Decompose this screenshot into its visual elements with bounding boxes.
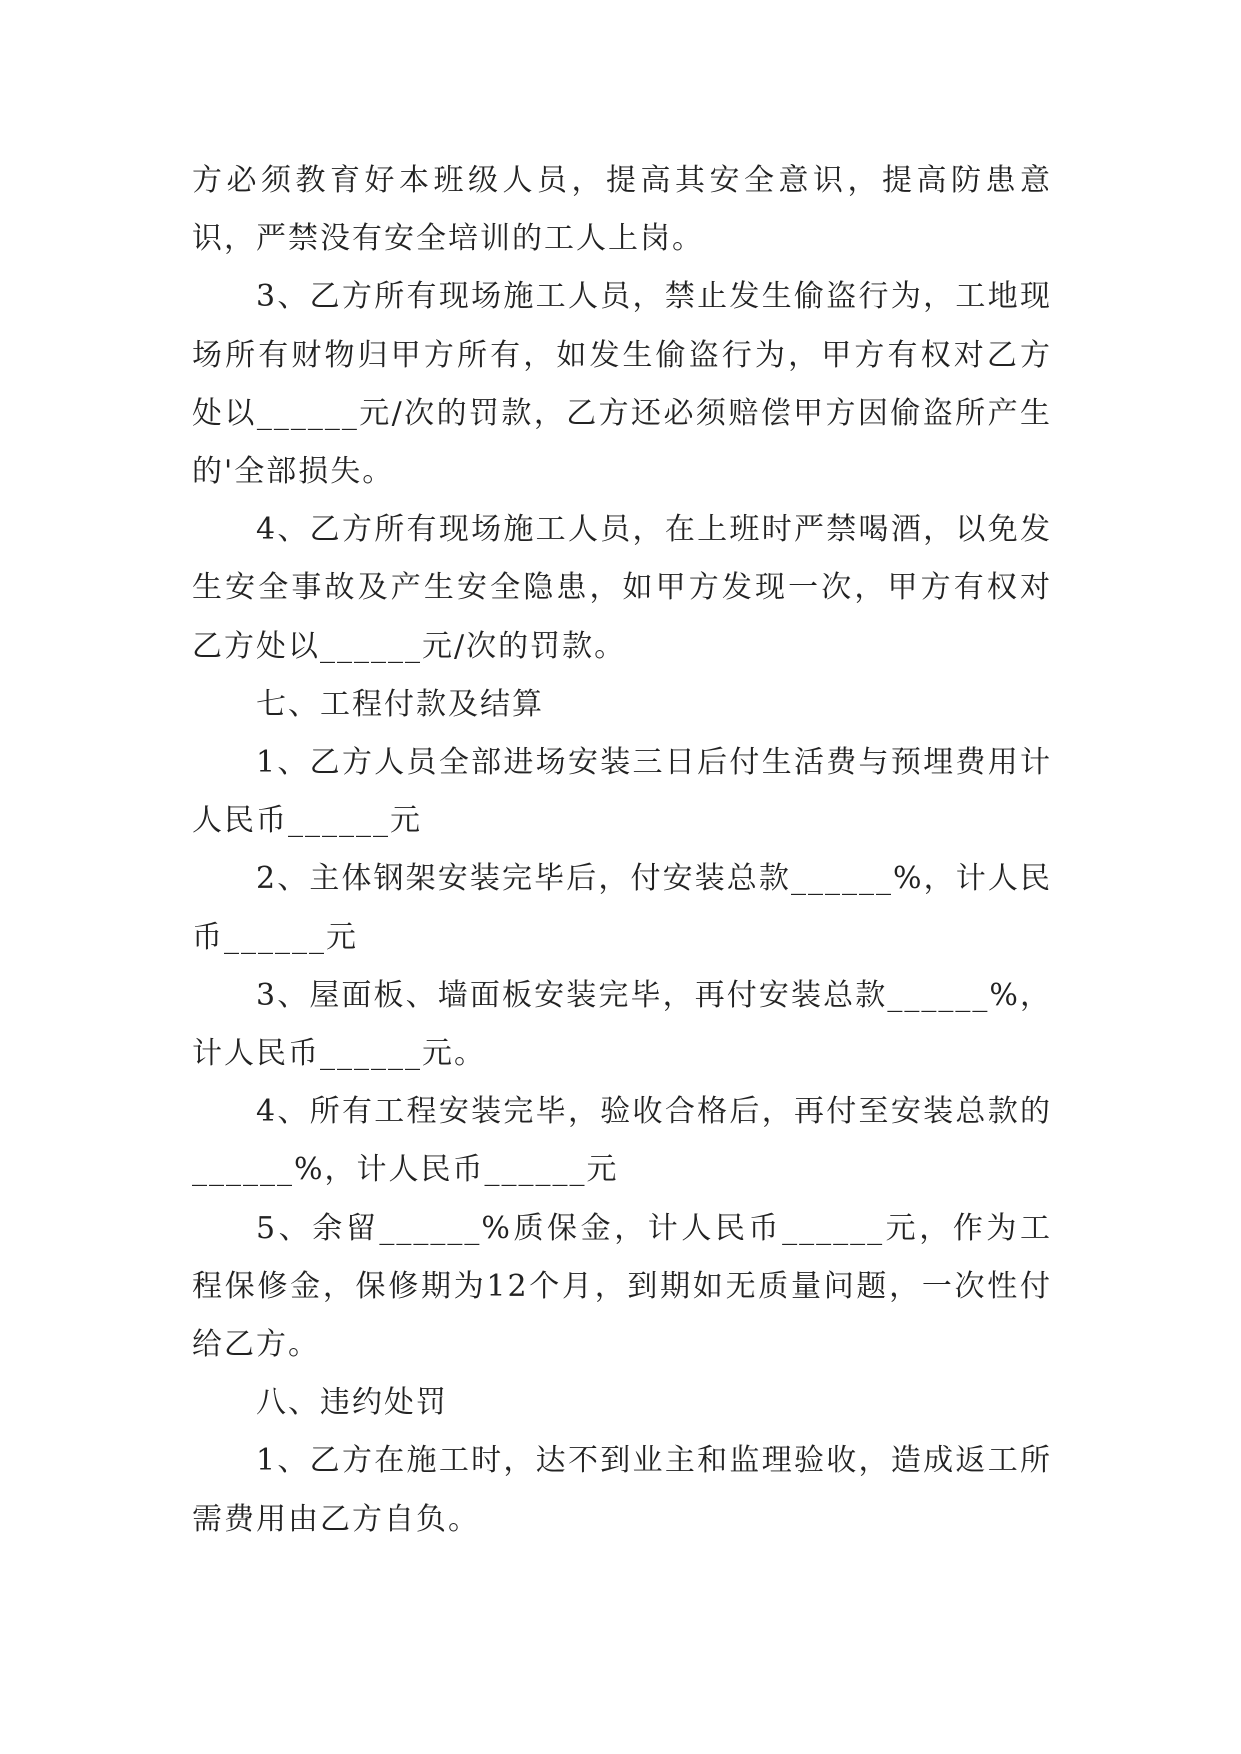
document-page [192, 152, 1052, 1549]
section-heading-payment: 七、工程付款及结算 [256, 686, 544, 722]
paragraph-payment-1: 1、乙方人员全部进场安装三日后付生活费与预埋费用计人民币______元 [192, 745, 1052, 839]
section-heading-penalty: 八、违约处罚 [256, 1385, 448, 1421]
paragraph-clause-4-drinking: 4、乙方所有现场施工人员，在上班时严禁喝酒，以免发生安全事故及产生安全隐患，如甲方发现一次，甲方有权对乙方处以______元/次的罚款。 [192, 512, 1052, 664]
paragraph-continuation: 方必须教育好本班级人员，提高其安全意识，提高防患意识，严禁没有安全培训的工人上岗。 [192, 163, 1052, 257]
paragraph-payment-3: 3、屋面板、墙面板安装完毕，再付安装总款______%，计人民币______元。 [192, 977, 1052, 1072]
paragraph-penalty-1: 1、乙方在施工时，达不到业主和监理验收，造成返工所需费用由乙方自负。 [192, 1443, 1052, 1537]
paragraph-payment-5: 5、余留______%质保金，计人民币______元，作为工程保修金，保修期为12个月，到期如无质量问题，一次性付给乙方。 [192, 1210, 1052, 1363]
paragraph-payment-4: 4、所有工程安装完毕，验收合格后，再付至安装总款的______%，计人民币______元 [192, 1094, 1052, 1188]
paragraph-payment-2: 2、主体钢架安装完毕后，付安装总款______%，计人民币______元 [192, 861, 1052, 955]
paragraph-clause-3-theft: 3、乙方所有现场施工人员，禁止发生偷盗行为，工地现场所有财物归甲方所有，如发生偷盗行为，甲方有权对乙方处以______元/次的罚款，乙方还必须赔偿甲方因偷盗所产生的'全部损失。 [192, 279, 1052, 490]
